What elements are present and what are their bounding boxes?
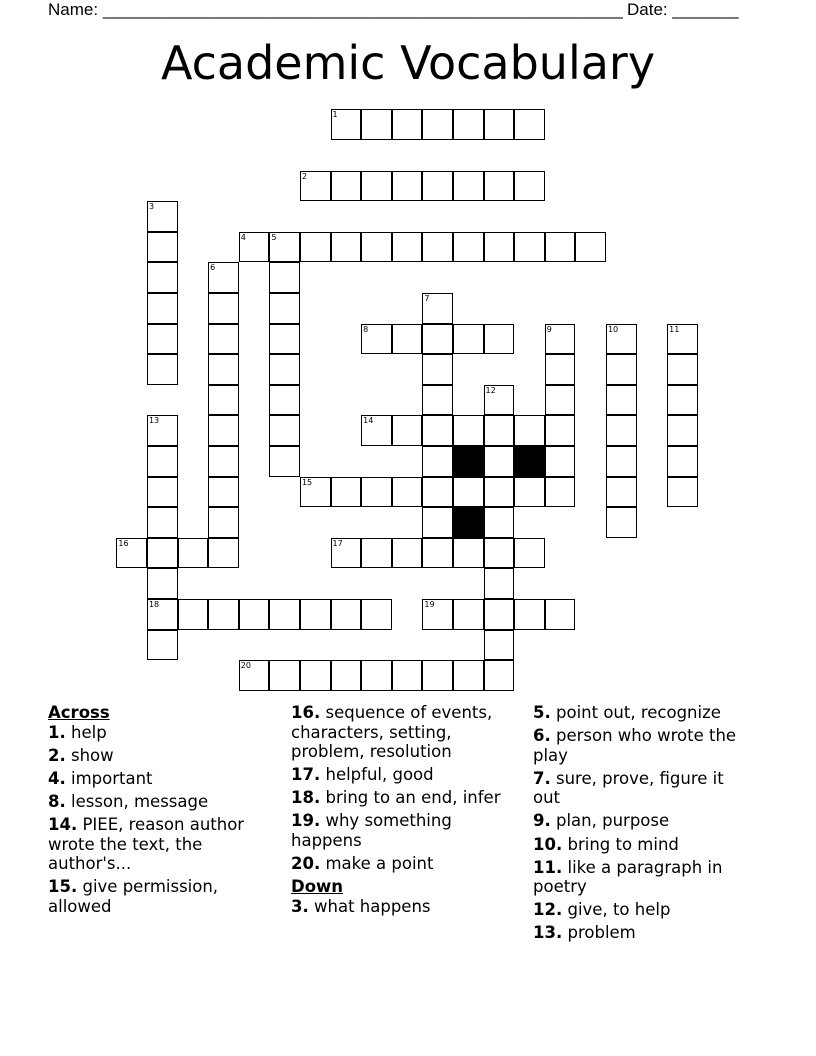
clues-column-2 (291, 703, 516, 920)
grid-cell[interactable] (545, 599, 576, 630)
across-clue (48, 746, 273, 766)
grid-cell[interactable] (331, 171, 362, 202)
grid-cell[interactable] (484, 109, 515, 140)
clue-text: sequence of events, characters, setting, problem, resolution (291, 703, 493, 762)
grid-cell[interactable] (514, 477, 545, 508)
cell-number: 17 (332, 538, 343, 548)
cell-number: 7 (424, 293, 430, 303)
grid-cell[interactable] (147, 354, 178, 385)
grid-cell[interactable] (667, 415, 698, 446)
down-clue (533, 811, 753, 831)
clue-text: give, to help (567, 900, 671, 920)
grid-cell[interactable] (239, 660, 270, 691)
grid-cell[interactable] (514, 599, 545, 630)
grid-cell[interactable] (606, 324, 637, 355)
grid-cell[interactable] (269, 599, 300, 630)
cell-number: 4 (240, 232, 246, 242)
grid-cell[interactable] (331, 109, 362, 140)
grid-cell[interactable] (392, 538, 423, 569)
clue-number: 7. (533, 768, 551, 788)
clue-text: show (71, 745, 114, 765)
clue-number: 16. (291, 703, 321, 722)
cell-number: 18 (148, 599, 160, 609)
grid-cell[interactable] (514, 171, 545, 202)
grid-cell[interactable] (545, 415, 576, 446)
grid-cell[interactable] (453, 538, 484, 569)
grid-cell[interactable] (484, 630, 515, 661)
grid-cell[interactable] (575, 232, 606, 263)
clue-number: 6. (533, 726, 551, 746)
grid-cell[interactable] (422, 446, 453, 477)
grid-cell[interactable] (147, 293, 178, 324)
grid-cell[interactable] (208, 599, 239, 630)
clue-number: 15. (48, 877, 78, 897)
grid-cell[interactable] (361, 232, 392, 263)
grid-cell[interactable] (208, 354, 239, 385)
date-field[interactable] (627, 0, 739, 20)
date-line: _______ (672, 0, 739, 19)
grid-cell[interactable] (331, 660, 362, 691)
clue-number: 14. (48, 814, 78, 834)
clue-text: help (71, 722, 107, 742)
grid-cell[interactable] (208, 538, 239, 569)
cell-number: 10 (607, 324, 619, 334)
grid-cell[interactable] (453, 232, 484, 263)
grid-cell[interactable] (239, 599, 270, 630)
grid-cell[interactable] (269, 660, 300, 691)
clue-number: 5. (533, 703, 551, 722)
grid-cell[interactable] (453, 109, 484, 140)
grid-cell[interactable] (484, 324, 515, 355)
grid-cell[interactable] (453, 324, 484, 355)
clues-column-1 (48, 703, 273, 920)
cell-number: 9 (546, 324, 552, 334)
grid-cell[interactable] (147, 201, 178, 232)
clue-number: 11. (533, 857, 563, 877)
grid-cell[interactable] (147, 262, 178, 293)
grid-cell[interactable] (453, 415, 484, 446)
grid-cell[interactable] (269, 232, 300, 263)
grid-cell[interactable] (116, 538, 147, 569)
clue-text: bring to mind (567, 834, 679, 854)
down-clue (533, 726, 753, 765)
grid-cell[interactable] (147, 599, 178, 630)
clue-number: 20. (291, 854, 321, 874)
clue-number: 12. (533, 900, 563, 920)
grid-cell[interactable] (147, 538, 178, 569)
clue-number: 19. (291, 811, 321, 831)
grid-cell[interactable] (667, 385, 698, 416)
grid-cell[interactable] (147, 324, 178, 355)
down-clue (533, 835, 753, 855)
grid-cell[interactable] (484, 232, 515, 263)
grid-cell[interactable] (545, 385, 576, 416)
grid-cell[interactable] (667, 446, 698, 477)
grid-cell[interactable] (606, 415, 637, 446)
grid-cell[interactable] (208, 507, 239, 538)
grid-cell[interactable] (300, 171, 331, 202)
grid-cell[interactable] (300, 660, 331, 691)
grid-cell[interactable] (361, 171, 392, 202)
clue-number: 3. (291, 896, 309, 916)
cell-number: 6 (210, 263, 216, 273)
cell-number: 15 (301, 477, 313, 487)
cell-number: 8 (363, 324, 369, 334)
grid-cell[interactable] (484, 171, 515, 202)
grid-cell[interactable] (208, 477, 239, 508)
grid-cell[interactable] (545, 354, 576, 385)
grid-cell[interactable] (331, 232, 362, 263)
cell-number: 1 (332, 110, 338, 120)
cell-number: 12 (485, 385, 496, 395)
grid-cell[interactable] (392, 477, 423, 508)
grid-cell[interactable] (269, 293, 300, 324)
grid-cell[interactable] (484, 415, 515, 446)
across-clue (48, 877, 273, 916)
across-clue (48, 723, 273, 743)
grid-cell[interactable] (392, 415, 423, 446)
clue-text: important (71, 768, 153, 788)
grid-cell[interactable] (545, 446, 576, 477)
clue-number: 4. (48, 768, 66, 788)
grid-cell[interactable] (269, 324, 300, 355)
grid-cell[interactable] (208, 293, 239, 324)
across-heading: Across (48, 703, 110, 722)
grid-cell[interactable] (300, 232, 331, 263)
clue-number: 2. (48, 745, 66, 765)
clue-number: 9. (533, 811, 551, 831)
grid-cell[interactable] (422, 171, 453, 202)
grid-cell[interactable] (484, 599, 515, 630)
clue-text: lesson, message (71, 791, 209, 811)
grid-cell[interactable] (147, 477, 178, 508)
grid-cell[interactable] (392, 232, 423, 263)
clue-text: problem (567, 923, 636, 943)
cell-number: 13 (148, 416, 160, 426)
clue-text: make a point (325, 854, 434, 874)
black-square (514, 446, 545, 477)
grid-cell[interactable] (422, 385, 453, 416)
black-square (453, 507, 484, 538)
clue-number: 17. (291, 765, 321, 785)
grid-cell[interactable] (331, 477, 362, 508)
grid-cell[interactable] (147, 568, 178, 599)
across-clue (48, 815, 273, 874)
grid-cell[interactable] (300, 477, 331, 508)
across-clue (291, 854, 516, 874)
grid-cell[interactable] (361, 660, 392, 691)
grid-cell[interactable] (147, 507, 178, 538)
grid-cell[interactable] (545, 477, 576, 508)
grid-cell[interactable] (422, 660, 453, 691)
grid-cell[interactable] (331, 599, 362, 630)
grid-cell[interactable] (422, 477, 453, 508)
page-title: Academic Vocabulary (160, 36, 656, 90)
cell-number: 3 (148, 202, 155, 212)
grid-cell[interactable] (453, 171, 484, 202)
grid-cell[interactable] (545, 324, 576, 355)
grid-cell[interactable] (667, 324, 698, 355)
cell-number: 11 (669, 324, 680, 334)
grid-cell[interactable] (422, 599, 453, 630)
date-label: Date: (627, 0, 668, 19)
name-field[interactable] (48, 0, 623, 20)
grid-cell[interactable] (484, 660, 515, 691)
across-clue (291, 811, 516, 850)
grid-cell[interactable] (392, 324, 423, 355)
clue-number: 1. (48, 722, 66, 742)
across-clue (291, 788, 516, 808)
grid-cell[interactable] (422, 538, 453, 569)
grid-cell[interactable] (484, 507, 515, 538)
grid-cell[interactable] (606, 507, 637, 538)
clue-number: 8. (48, 791, 66, 811)
grid-cell[interactable] (484, 538, 515, 569)
grid-cell[interactable] (453, 599, 484, 630)
grid-cell[interactable] (392, 109, 423, 140)
grid-cell[interactable] (208, 324, 239, 355)
grid-cell[interactable] (147, 232, 178, 263)
across-clue (48, 792, 273, 812)
cell-number: 5 (271, 232, 277, 242)
grid-cell[interactable] (453, 660, 484, 691)
grid-cell[interactable] (331, 538, 362, 569)
grid-cell[interactable] (606, 385, 637, 416)
down-heading: Down (291, 877, 344, 897)
cell-number: 16 (118, 538, 129, 548)
down-clue (291, 897, 516, 917)
grid-cell[interactable] (514, 538, 545, 569)
grid-cell[interactable] (269, 446, 300, 477)
down-clue (533, 703, 753, 723)
cell-number: 19 (424, 599, 435, 609)
grid-cell[interactable] (147, 415, 178, 446)
grid-cell[interactable] (422, 232, 453, 263)
grid-cell[interactable] (514, 232, 545, 263)
clue-text: give permission, allowed (48, 877, 219, 916)
grid-cell[interactable] (484, 446, 515, 477)
grid-cell[interactable] (484, 385, 515, 416)
cell-number: 14 (363, 416, 374, 426)
grid-cell[interactable] (392, 171, 423, 202)
grid-cell[interactable] (147, 446, 178, 477)
grid-cell[interactable] (667, 354, 698, 385)
grid-cell[interactable] (361, 599, 392, 630)
clue-text: like a paragraph in poetry (533, 857, 723, 897)
grid-cell[interactable] (208, 385, 239, 416)
clue-text: what happens (314, 896, 431, 916)
grid-cell[interactable] (422, 415, 453, 446)
grid-cell[interactable] (392, 660, 423, 691)
clue-text: plan, purpose (556, 811, 670, 831)
name-label: Name: (48, 0, 99, 19)
grid-cell[interactable] (361, 324, 392, 355)
clue-number: 13. (533, 923, 563, 943)
grid-cell[interactable] (208, 262, 239, 293)
clue-text: person who wrote the play (533, 726, 737, 765)
clue-number: 10. (533, 834, 563, 854)
across-clue (48, 769, 273, 789)
grid-cell[interactable] (361, 538, 392, 569)
cell-number: 2 (301, 171, 308, 181)
grid-cell[interactable] (484, 477, 515, 508)
grid-cell[interactable] (147, 630, 178, 661)
grid-cell[interactable] (208, 415, 239, 446)
clue-text: sure, prove, figure it out (533, 768, 724, 808)
grid-cell[interactable] (361, 477, 392, 508)
grid-cell[interactable] (422, 293, 453, 324)
black-square (453, 446, 484, 477)
grid-cell[interactable] (545, 232, 576, 263)
cell-number: 20 (240, 661, 251, 671)
grid-cell[interactable] (361, 109, 392, 140)
grid-cell[interactable] (269, 262, 300, 293)
grid-cell[interactable] (453, 477, 484, 508)
grid-cell[interactable] (269, 385, 300, 416)
grid-cell[interactable] (422, 507, 453, 538)
grid-cell[interactable] (484, 568, 515, 599)
grid-cell[interactable] (422, 324, 453, 355)
grid-cell[interactable] (239, 232, 270, 263)
grid-cell[interactable] (422, 354, 453, 385)
grid-cell[interactable] (422, 109, 453, 140)
down-clue (533, 923, 753, 943)
down-clue (533, 900, 753, 920)
across-clue (291, 703, 516, 762)
clue-text: helpful, good (325, 765, 434, 785)
grid-cell[interactable] (300, 599, 331, 630)
clue-text: why something happens (291, 811, 452, 851)
clue-text: point out, recognize (556, 703, 721, 722)
across-clue (291, 765, 516, 785)
grid-cell[interactable] (514, 109, 545, 140)
clue-text: bring to an end, infer (325, 788, 501, 808)
grid-cell[interactable] (178, 538, 209, 569)
grid-cell[interactable] (361, 415, 392, 446)
grid-cell[interactable] (514, 415, 545, 446)
grid-cell[interactable] (606, 477, 637, 508)
clue-text: PIEE, reason author wrote the text, the author's... (48, 814, 245, 874)
name-line: _______________________________________________________ (102, 0, 623, 19)
grid-cell[interactable] (269, 415, 300, 446)
down-clue (533, 858, 753, 897)
down-clue (533, 769, 753, 808)
grid-cell[interactable] (269, 354, 300, 385)
clue-number: 18. (291, 788, 321, 808)
grid-cell[interactable] (667, 477, 698, 508)
grid-cell[interactable] (606, 446, 637, 477)
grid-cell[interactable] (178, 599, 209, 630)
clues-column-3 (533, 703, 753, 947)
grid-cell[interactable] (208, 446, 239, 477)
grid-cell[interactable] (606, 354, 637, 385)
